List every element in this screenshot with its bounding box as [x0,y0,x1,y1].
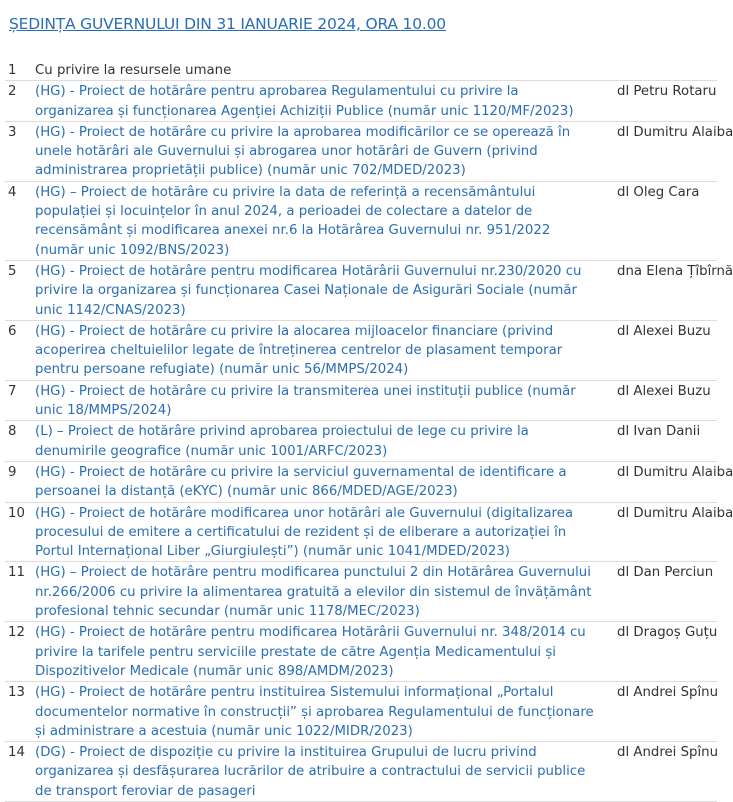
agenda-row [5,562,717,622]
agenda-row [5,81,717,122]
agenda-item-number: 10 [8,505,25,521]
agenda-item-speaker: dl Dragoș Guțu [617,625,718,641]
agenda-item-number: 3 [8,124,17,140]
agenda-item-number: 1 [8,63,17,78]
agenda-row [5,60,717,81]
page-title[interactable]: ȘEDINȚA GUVERNULUI DIN 31 IANUARIE 2024, ORA 10.00 [9,15,446,33]
agenda-row [5,461,717,502]
agenda-item-link[interactable]: (HG) - Proiect de hotărâre pentru modificarea Hotărârii Guvernului nr. 348/2014 cu privire la tarifele pentru serviciile prestate de către Agenția Medicamentului și Dispozitivelor Medicale (număr unic 898/AMDM/2023) [35,625,586,679]
agenda-item-number: 7 [8,383,17,399]
agenda-row [5,121,717,181]
agenda-item-number: 4 [8,184,17,200]
agenda-item-link[interactable]: (HG) - Proiect de hotărâre pentru instituirea Sistemului informațional „Portalul documentelor normative în construcții” și aprobarea Regulamentului de funcționare și administrare a acestuia (număr unic 1022/MIDR/2023) [35,685,594,739]
agenda-item-number: 11 [8,565,25,581]
agenda-item-number: 6 [8,323,17,339]
agenda-item-link[interactable]: (DG) - Proiect de dispoziție cu privire la instituirea Grupului de lucru privind organizarea și desfășurarea lucrărilor de atribuire a contractului de servicii publice de transport feroviar de pasageri [35,745,586,799]
agenda-item-link[interactable]: (HG) - Proiect de hotărâre pentru aprobarea Regulamentului cu privire la organizarea și funcționarea Agenției Achiziții Publice (număr unic 1120/MF/2023) [35,84,574,119]
agenda-item-speaker: dl Alexei Buzu [617,323,711,339]
agenda-item-link[interactable]: (HG) - Proiect de hotărâre cu privire la transmiterea unei instituții publice (număr unic 18/MMPS/2024) [35,383,576,419]
agenda-item-speaker: dl Dumitru Alaiba [617,464,733,480]
agenda-item-speaker: dl Petru Rotaru [617,84,717,100]
agenda-item-link[interactable]: (HG) – Proiect de hotărâre pentru modificarea punctului 2 din Hotărârea Guvernului nr.266/2006 cu privire la alimentarea gratuită a elevilor din sistemul de învățământ profesional tehnic secundar (număr unic 1178/MEC/2023) [35,565,592,620]
agenda-row [5,181,717,260]
agenda-row [5,682,717,742]
agenda-row [5,502,717,562]
agenda-item-link[interactable]: (HG) - Proiect de hotărâre cu privire la aprobarea modificărilor ce se operează în unele hotărâri ale Guvernului și abrogarea unor hotărâri de Guvern (privind administrarea proprietății publice) (număr unic 702/MDED/2023) [35,124,571,179]
agenda-row [5,380,717,421]
agenda-item-number: 5 [8,263,17,279]
agenda-item-speaker: dl Ivan Danii [617,424,701,440]
agenda-item-link[interactable]: (HG) - Proiect de hotărâre pentru modificarea Hotărârii Guvernului nr.230/2020 cu privire la organizarea și funcționarea Casei Naționale de Asigurări Sociale (număr unic 1142/CNAS/2023) [35,263,582,318]
agenda-item-link[interactable]: (HG) – Proiect de hotărâre cu privire la data de referință a recensământului populației și locuințelor în anul 2024, a perioadei de colectare a datelor de recensământ și modificarea anexei nr.6 la Hotărârea Guvernului nr. 951/2022 (număr unic 1092/BNS/2023) [35,184,551,258]
agenda-item-link[interactable]: (HG) - Proiect de hotărâre cu privire la serviciul guvernamental de identificare a persoanei la distanță (eKYC) (număr unic 866/MDED/AGE/2023) [35,464,567,500]
agenda-item-speaker: dl Oleg Cara [617,184,700,200]
agenda-item-speaker: dl Dumitru Alaiba [617,124,733,140]
agenda-row [5,260,717,320]
agenda-item-speaker: dl Andrei Spînu [617,745,719,761]
agenda-row [5,421,717,462]
agenda-table [5,60,733,802]
agenda-item-text: Cu privire la resursele umane [35,63,232,78]
agenda-item-link[interactable]: (HG) - Proiect de hotărâre modificarea unor hotărâri ale Guvernului (digitalizarea procesului de emitere a certificatului de rezident și de eliberare a autorizației în Portul Internațional Liber „Giurgiulești”) (număr unic 1041/MDED/2023) [35,505,574,560]
agenda-item-number: 13 [8,685,25,701]
agenda-item-number: 12 [8,625,25,641]
agenda-item-speaker: dna Elena Țîbîrnă [617,263,733,279]
agenda-row [5,622,717,682]
agenda-item-number: 2 [8,84,17,100]
agenda-item-speaker [611,60,717,81]
agenda-row [5,320,717,380]
agenda-item-link[interactable]: (L) – Proiect de hotărâre privind aprobarea proiectului de lege cu privire la denumirile geografice (număr unic 1001/ARFC/2023) [35,424,529,459]
agenda-item-link[interactable]: (HG) - Proiect de hotărâre cu privire la alocarea mijloacelor financiare (privind acoperirea cheltuielilor legate de întreținerea centrelor de plasament temporar pentru persoane refugiate) (număr unic 56/MMPS/2024) [35,323,563,378]
agenda-item-number: 14 [8,745,25,761]
agenda-item-speaker: dl Andrei Spînu [617,685,719,701]
agenda-item-number: 9 [8,464,17,480]
agenda-body [5,60,733,801]
agenda-item-speaker: dl Alexei Buzu [617,383,711,399]
agenda-item-speaker: dl Dan Perciun [617,565,714,581]
agenda-item-number: 8 [8,424,17,440]
agenda-row [5,742,717,802]
agenda-item-speaker: dl Dumitru Alaiba [617,505,733,521]
